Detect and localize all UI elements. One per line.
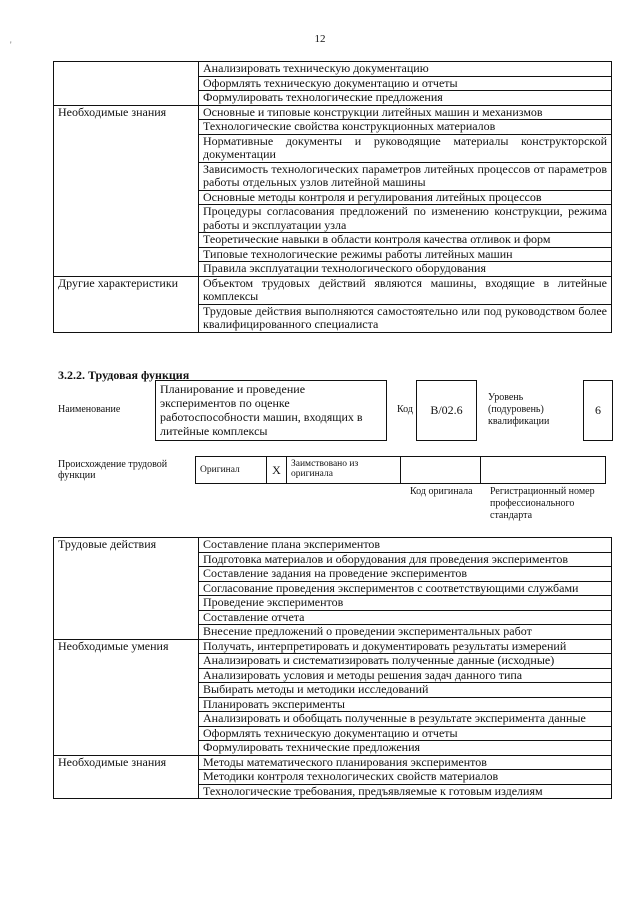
row-item-text: Анализировать техническую документацию: [199, 62, 612, 77]
row-item-text: Основные методы контроля и регулирования литейных процессов: [199, 190, 612, 205]
row-item-text: Составление отчета: [199, 610, 612, 625]
row-item-text: Основные и типовые конструкции литейных машин и механизмов: [199, 105, 612, 120]
row-item-text: Методики контроля технологических свойств материалов: [199, 770, 612, 785]
code-value-box: В/02.6: [416, 380, 477, 441]
row-item-text: Внесение предложений о проведении экспериментальных работ: [199, 625, 612, 640]
row-item-text: Согласование проведения экспериментов с соответствующими службами: [199, 581, 612, 596]
level-value-box: 6: [583, 380, 613, 441]
row-item-text: Зависимость технологических параметров литейных процессов от параметров работы отдельных узлов литейной машины: [199, 162, 612, 190]
name-label: Наименование: [58, 404, 121, 415]
row-item-text: Процедуры согласования предложений по изменению конструкции, режима работы и эксплуатации узла: [199, 205, 612, 233]
row-item-text: Анализировать и систематизировать полученные данные (исходные): [199, 654, 612, 669]
original-mark: X: [266, 456, 286, 484]
knowledge-table: [53, 61, 612, 333]
labor-function-table: [53, 537, 612, 799]
row-item-text: Оформлять техническую документацию и отчеты: [199, 76, 612, 91]
section-title: 3.2.2. Трудовая функция: [58, 368, 190, 382]
row-item-text: Получать, интерпретировать и документировать результаты измерений: [199, 639, 612, 654]
row-item-text: Теоретические навыки в области контроля качества отливок и форм: [199, 233, 612, 248]
row-category-label: Необходимые знания: [54, 105, 199, 276]
reg-number-caption: Регистрационный номер профессионального стандарта: [490, 486, 595, 521]
origin-label: Происхождение трудовой функции: [58, 459, 168, 481]
row-item-text: Технологические свойства конструкционных материалов: [199, 120, 612, 135]
table-row: [54, 105, 612, 120]
table-row: [54, 276, 612, 304]
table-row: [54, 62, 612, 77]
row-category-label: [54, 62, 199, 106]
row-item-text: Формулировать технические предложения: [199, 741, 612, 756]
level-label: Уровень (подуровень) квалификации: [488, 392, 550, 427]
row-item-text: Типовые технологические режимы работы литейных машин: [199, 247, 612, 262]
row-item-text: Нормативные документы и руководящие материалы конструкторской документации: [199, 134, 612, 162]
borrowed-cell: Заимствовано из оригинала: [286, 456, 400, 484]
row-item-text: Выбирать методы и методики исследований: [199, 683, 612, 698]
function-name-box: Планирование и проведение экспериментов по оценке работоспособности машин, входящих в литейные комплексы: [155, 380, 387, 441]
code-label: Код: [397, 404, 413, 415]
row-item-text: Составление задания на проведение экспериментов: [199, 567, 612, 582]
row-item-text: Подготовка материалов и оборудования для проведения экспериментов: [199, 552, 612, 567]
row-item-text: Составление плана экспериментов: [199, 538, 612, 553]
original-code-cell: [400, 456, 480, 484]
margin-mark: ': [10, 40, 12, 50]
row-category-label: Необходимые умения: [54, 639, 199, 755]
row-item-text: Методы математического планирования экспериментов: [199, 755, 612, 770]
row-item-text: Проведение экспериментов: [199, 596, 612, 611]
row-category-label: Необходимые знания: [54, 755, 199, 799]
row-item-text: Оформлять техническую документацию и отчеты: [199, 726, 612, 741]
origin-row: [195, 456, 606, 484]
row-item-text: Формулировать технологические предложения: [199, 91, 612, 106]
row-item-text: Планировать эксперименты: [199, 697, 612, 712]
original-cell: Оригинал: [195, 456, 266, 484]
row-item-text: Анализировать условия и методы решения задач данного типа: [199, 668, 612, 683]
table-row: [54, 755, 612, 770]
row-item-text: Правила эксплуатации технологического оборудования: [199, 262, 612, 277]
table-row: [54, 639, 612, 654]
row-item-text: Анализировать и обобщать полученные в результате эксперимента данные: [199, 712, 612, 727]
row-category-label: Трудовые действия: [54, 538, 199, 640]
code-original-caption: Код оригинала: [410, 486, 473, 497]
row-category-label: Другие характеристики: [54, 276, 199, 332]
table-row: [54, 538, 612, 553]
row-item-text: Объектом трудовых действий являются машины, входящие в литейные комплексы: [199, 276, 612, 304]
row-item-text: Трудовые действия выполняются самостоятельно или под руководством более квалифицированного специалиста: [199, 304, 612, 332]
page-number: 12: [314, 33, 326, 45]
reg-number-cell: [480, 456, 606, 484]
row-item-text: Технологические требования, предъявляемые к готовым изделиям: [199, 784, 612, 799]
